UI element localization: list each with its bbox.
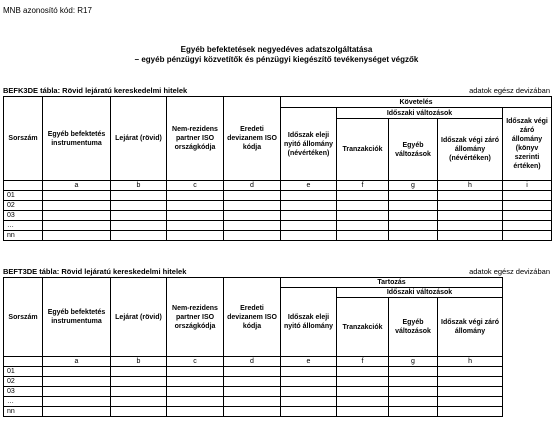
col-header-transactions: Tranzakciók — [337, 119, 389, 181]
data-cell[interactable] — [111, 407, 167, 417]
letter-cell: g — [389, 357, 438, 367]
data-cell[interactable] — [337, 397, 389, 407]
letter-cell: f — [337, 357, 389, 367]
data-cell[interactable] — [111, 387, 167, 397]
data-cell[interactable] — [167, 201, 224, 211]
data-cell[interactable] — [43, 231, 111, 241]
data-cell[interactable] — [503, 201, 552, 211]
col-header-instrument: Egyéb befektetés instrumentuma — [43, 97, 111, 181]
row-id: 01 — [4, 191, 43, 201]
data-cell[interactable] — [389, 407, 438, 417]
col-header-currency: Eredeti devizanem ISO kódja — [224, 278, 281, 357]
data-cell[interactable] — [111, 191, 167, 201]
col-header-other-changes: Egyéb változások — [389, 298, 438, 357]
data-cell[interactable] — [43, 191, 111, 201]
row-id: 03 — [4, 211, 43, 221]
letter-cell — [4, 357, 43, 367]
table1-unit: adatok egész devizában — [469, 86, 550, 95]
data-cell[interactable] — [111, 367, 167, 377]
letter-cell: e — [281, 181, 337, 191]
data-cell[interactable] — [337, 221, 389, 231]
data-cell[interactable] — [224, 387, 281, 397]
group-header-receivables: Követelés — [281, 97, 552, 108]
table-row — [4, 211, 552, 221]
letter-cell: e — [281, 357, 337, 367]
row-id: nn — [4, 231, 43, 241]
letter-cell: b — [111, 357, 167, 367]
data-cell[interactable] — [111, 377, 167, 387]
data-cell[interactable] — [43, 367, 111, 377]
data-cell[interactable] — [281, 221, 337, 231]
data-cell[interactable] — [281, 377, 337, 387]
data-cell[interactable] — [389, 377, 438, 387]
table2 — [3, 277, 503, 417]
data-cell[interactable] — [438, 397, 503, 407]
letter-cell: f — [337, 181, 389, 191]
col-header-serial: Sorszám — [4, 97, 43, 181]
data-cell[interactable] — [337, 231, 389, 241]
data-cell[interactable] — [438, 387, 503, 397]
table-row — [4, 397, 503, 407]
page-subtitle: – egyéb pénzügyi közvetítők és pénzügyi kiegészítő tevékenységet végzők — [134, 55, 419, 64]
table-row — [4, 367, 503, 377]
letter-cell — [4, 181, 43, 191]
col-header-instrument: Egyéb befektetés instrumentuma — [43, 278, 111, 357]
data-cell[interactable] — [438, 221, 503, 231]
data-cell[interactable] — [337, 211, 389, 221]
table-row — [4, 201, 552, 211]
letter-cell: b — [111, 181, 167, 191]
subgroup-header-period-changes: Időszaki változások — [337, 108, 503, 119]
data-cell[interactable] — [389, 397, 438, 407]
table-row — [4, 231, 552, 241]
subgroup-header-period-changes: Időszaki változások — [337, 288, 503, 298]
letter-cell: h — [438, 357, 503, 367]
data-cell[interactable] — [224, 367, 281, 377]
table2-label: BEFT3DE tábla: Rövid lejáratú kereskedelmi hitelek — [3, 267, 187, 276]
col-header-maturity: Lejárat (rövid) — [111, 97, 167, 181]
data-cell[interactable] — [224, 191, 281, 201]
data-cell[interactable] — [438, 367, 503, 377]
letter-cell: d — [224, 357, 281, 367]
data-cell[interactable] — [337, 407, 389, 417]
data-cell[interactable] — [167, 191, 224, 201]
data-cell[interactable] — [224, 211, 281, 221]
data-cell[interactable] — [111, 221, 167, 231]
table-row — [4, 407, 503, 417]
document-id: MNB azonosító kód: R17 — [3, 6, 92, 15]
col-header-opening-stock: Időszak eleji nyitó állomány — [281, 288, 337, 357]
col-header-partner-country: Nem-rezidens partner ISO országkódja — [167, 97, 224, 181]
data-cell[interactable] — [337, 367, 389, 377]
data-cell[interactable] — [503, 191, 552, 201]
col-header-other-changes: Egyéb változások — [389, 119, 438, 181]
data-cell[interactable] — [389, 201, 438, 211]
data-cell[interactable] — [389, 211, 438, 221]
data-cell[interactable] — [167, 231, 224, 241]
data-cell[interactable] — [438, 211, 503, 221]
col-header-closing-stock: Időszak végi záró állomány — [438, 298, 503, 357]
data-cell[interactable] — [111, 231, 167, 241]
col-header-maturity: Lejárat (rövid) — [111, 278, 167, 357]
data-cell[interactable] — [281, 397, 337, 407]
table-row — [4, 191, 552, 201]
table-row — [4, 387, 503, 397]
row-id: … — [4, 221, 43, 231]
data-cell[interactable] — [167, 367, 224, 377]
letter-cell: c — [167, 181, 224, 191]
col-header-transactions: Tranzakciók — [337, 298, 389, 357]
data-cell[interactable] — [503, 231, 552, 241]
letter-cell: a — [43, 181, 111, 191]
data-cell[interactable] — [281, 191, 337, 201]
data-cell[interactable] — [43, 221, 111, 231]
data-cell[interactable] — [43, 397, 111, 407]
data-cell[interactable] — [111, 211, 167, 221]
data-cell[interactable] — [224, 377, 281, 387]
row-id: … — [4, 397, 43, 407]
data-cell[interactable] — [167, 407, 224, 417]
data-cell[interactable] — [167, 211, 224, 221]
table-row — [4, 377, 503, 387]
table-row — [4, 221, 552, 231]
data-cell[interactable] — [503, 211, 552, 221]
data-cell[interactable] — [43, 201, 111, 211]
data-cell[interactable] — [224, 231, 281, 241]
data-cell[interactable] — [281, 407, 337, 417]
data-cell[interactable] — [43, 377, 111, 387]
data-cell[interactable] — [224, 201, 281, 211]
data-cell[interactable] — [43, 211, 111, 221]
data-cell[interactable] — [337, 377, 389, 387]
row-id: 03 — [4, 387, 43, 397]
data-cell[interactable] — [224, 221, 281, 231]
data-cell[interactable] — [281, 211, 337, 221]
data-cell[interactable] — [389, 367, 438, 377]
data-cell[interactable] — [503, 221, 552, 231]
data-cell[interactable] — [281, 367, 337, 377]
data-cell[interactable] — [438, 191, 503, 201]
data-cell[interactable] — [224, 407, 281, 417]
table2-unit: adatok egész devizában — [469, 267, 550, 276]
col-header-closing-stock-nominal: Időszak végi záró állomány (névértéken) — [438, 119, 503, 181]
data-cell[interactable] — [281, 387, 337, 397]
data-cell[interactable] — [167, 221, 224, 231]
col-header-opening-stock: Időszak eleji nyitó állomány (névértéken) — [281, 108, 337, 181]
data-cell[interactable] — [389, 221, 438, 231]
letter-cell: i — [503, 181, 552, 191]
data-cell[interactable] — [337, 191, 389, 201]
data-cell[interactable] — [111, 201, 167, 211]
row-id: 01 — [4, 367, 43, 377]
data-cell[interactable] — [167, 387, 224, 397]
data-cell[interactable] — [224, 397, 281, 407]
col-header-serial: Sorszám — [4, 278, 43, 357]
table1-label: BEFK3DE tábla: Rövid lejáratú kereskedelmi hitelek — [3, 86, 188, 95]
data-cell[interactable] — [438, 201, 503, 211]
data-cell[interactable] — [389, 191, 438, 201]
data-cell[interactable] — [337, 387, 389, 397]
data-cell[interactable] — [438, 377, 503, 387]
col-header-closing-stock-book: Időszak végi záró állomány (könyv szerinti értéken) — [503, 108, 552, 181]
data-cell[interactable] — [43, 407, 111, 417]
data-cell[interactable] — [389, 387, 438, 397]
letter-cell: c — [167, 357, 224, 367]
letter-cell: g — [389, 181, 438, 191]
data-cell[interactable] — [389, 231, 438, 241]
data-cell[interactable] — [438, 231, 503, 241]
group-header-liabilities: Tartozás — [281, 278, 503, 288]
page-title: Egyéb befektetések negyedéves adatszolgáltatása — [180, 45, 373, 54]
data-cell[interactable] — [438, 407, 503, 417]
row-id: nn — [4, 407, 43, 417]
letter-cell: d — [224, 181, 281, 191]
row-id: 02 — [4, 201, 43, 211]
col-header-currency: Eredeti devizanem ISO kódja — [224, 97, 281, 181]
data-cell[interactable] — [281, 201, 337, 211]
col-header-partner-country: Nem-rezidens partner ISO országkódja — [167, 278, 224, 357]
data-cell[interactable] — [43, 387, 111, 397]
letter-cell: a — [43, 357, 111, 367]
row-id: 02 — [4, 377, 43, 387]
letter-cell: h — [438, 181, 503, 191]
table1 — [3, 96, 552, 241]
data-cell[interactable] — [111, 397, 167, 407]
data-cell[interactable] — [281, 231, 337, 241]
data-cell[interactable] — [337, 201, 389, 211]
data-cell[interactable] — [167, 397, 224, 407]
data-cell[interactable] — [167, 377, 224, 387]
